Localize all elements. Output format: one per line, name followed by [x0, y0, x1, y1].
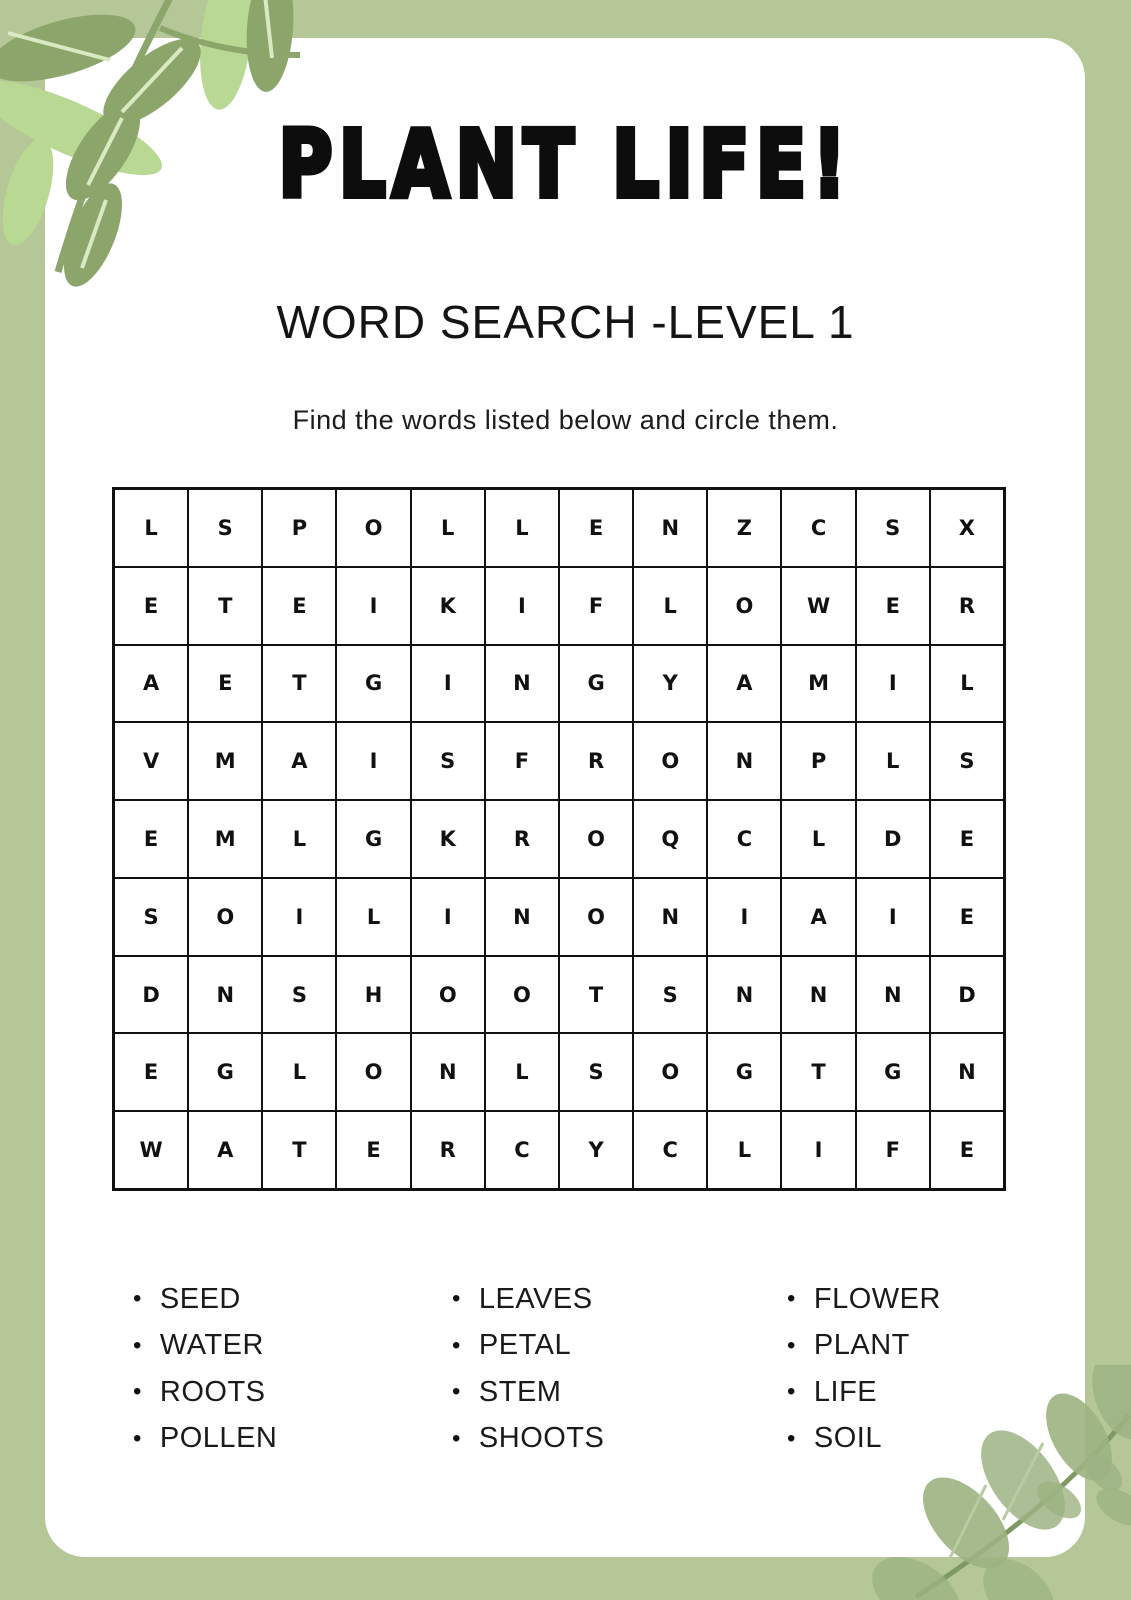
grid-cell-r2c8: L: [634, 568, 706, 644]
grid-cell-r9c3: T: [263, 1112, 335, 1188]
grid-cell-r9c9: L: [708, 1112, 780, 1188]
word-label: WATER: [159, 1329, 264, 1362]
grid-cell-r2c1: E: [115, 568, 187, 644]
grid-cell-r3c5: I: [412, 646, 484, 722]
grid-cell-r8c1: E: [115, 1034, 187, 1110]
grid-cell-r6c5: I: [412, 879, 484, 955]
grid-cell-r8c9: G: [708, 1034, 780, 1110]
instruction-text: Find the words listed below and circle them.: [292, 405, 839, 435]
word-item-roots: [133, 1369, 277, 1416]
word-label: SOIL: [813, 1422, 882, 1455]
grid-cell-r6c10: A: [782, 879, 854, 955]
grid-cell-r4c4: I: [337, 723, 409, 799]
grid-cell-r5c2: M: [189, 801, 261, 877]
bullet-icon: •: [787, 1331, 796, 1359]
grid-cell-r2c12: R: [931, 568, 1003, 644]
bullet-icon: •: [787, 1378, 796, 1406]
grid-cell-r5c8: Q: [634, 801, 706, 877]
grid-cell-r9c5: R: [412, 1112, 484, 1188]
word-item-leaves: [452, 1276, 604, 1323]
grid-cell-r8c6: L: [486, 1034, 558, 1110]
grid-cell-r7c10: N: [782, 957, 854, 1033]
grid-cell-r5c9: C: [708, 801, 780, 877]
grid-cell-r4c3: A: [263, 723, 335, 799]
grid-cell-r4c5: S: [412, 723, 484, 799]
page-title: PLANT LIFE!: [278, 111, 853, 218]
grid-cell-r6c3: I: [263, 879, 335, 955]
word-item-soil: [787, 1416, 941, 1463]
grid-cell-r2c5: K: [412, 568, 484, 644]
grid-cell-r3c1: A: [115, 646, 187, 722]
word-item-flower: [787, 1276, 941, 1323]
grid-cell-r7c9: N: [708, 957, 780, 1033]
grid-cell-r7c1: D: [115, 957, 187, 1033]
grid-cell-r2c3: E: [263, 568, 335, 644]
grid-cell-r4c12: S: [931, 723, 1003, 799]
grid-cell-r6c7: O: [560, 879, 632, 955]
bullet-icon: •: [452, 1331, 461, 1359]
page-subtitle: WORD SEARCH -LEVEL 1: [276, 296, 855, 348]
grid-cell-r3c8: Y: [634, 646, 706, 722]
grid-cell-r8c2: G: [189, 1034, 261, 1110]
grid-cell-r1c11: S: [857, 490, 929, 566]
grid-cell-r5c10: L: [782, 801, 854, 877]
bullet-icon: •: [452, 1424, 461, 1452]
grid-cell-r8c4: O: [337, 1034, 409, 1110]
grid-cell-r8c8: O: [634, 1034, 706, 1110]
grid-cell-r5c4: G: [337, 801, 409, 877]
word-item-plant: [787, 1323, 941, 1370]
grid-cell-r4c7: R: [560, 723, 632, 799]
grid-cell-r4c6: F: [486, 723, 558, 799]
grid-cell-r4c11: L: [857, 723, 929, 799]
grid-cell-r3c11: I: [857, 646, 929, 722]
grid-cell-r7c8: S: [634, 957, 706, 1033]
grid-cell-r2c9: O: [708, 568, 780, 644]
bullet-icon: •: [452, 1378, 461, 1406]
grid-cell-r1c6: L: [486, 490, 558, 566]
grid-cell-r7c5: O: [412, 957, 484, 1033]
grid-cell-r2c2: T: [189, 568, 261, 644]
grid-cell-r7c7: T: [560, 957, 632, 1033]
grid-cell-r9c12: E: [931, 1112, 1003, 1188]
grid-cell-r9c4: E: [337, 1112, 409, 1188]
grid-cell-r7c2: N: [189, 957, 261, 1033]
grid-cell-r3c3: T: [263, 646, 335, 722]
grid-cell-r1c9: Z: [708, 490, 780, 566]
word-label: POLLEN: [159, 1422, 278, 1455]
grid-cell-r9c2: A: [189, 1112, 261, 1188]
grid-cell-r1c3: P: [263, 490, 335, 566]
grid-cell-r8c5: N: [412, 1034, 484, 1110]
grid-cell-r1c7: E: [560, 490, 632, 566]
grid-cell-r2c4: I: [337, 568, 409, 644]
grid-cell-r5c12: E: [931, 801, 1003, 877]
grid-cell-r3c12: L: [931, 646, 1003, 722]
word-label: STEM: [478, 1375, 562, 1408]
grid-cell-r4c8: O: [634, 723, 706, 799]
grid-cell-r1c8: N: [634, 490, 706, 566]
word-label: LIFE: [813, 1375, 878, 1408]
word-item-stem: [452, 1369, 604, 1416]
grid-cell-r6c12: E: [931, 879, 1003, 955]
bullet-icon: •: [787, 1424, 796, 1452]
grid-cell-r4c10: P: [782, 723, 854, 799]
grid-cell-r8c11: G: [857, 1034, 929, 1110]
word-grid: [112, 487, 1006, 1191]
grid-cell-r1c12: X: [931, 490, 1003, 566]
grid-cell-r5c3: L: [263, 801, 335, 877]
grid-cell-r7c3: S: [263, 957, 335, 1033]
grid-cell-r5c1: E: [115, 801, 187, 877]
grid-cell-r9c7: Y: [560, 1112, 632, 1188]
word-list-col-2: [452, 1276, 604, 1462]
word-item-petal: [452, 1323, 604, 1370]
grid-cell-r1c1: L: [115, 490, 187, 566]
bullet-icon: •: [787, 1285, 796, 1313]
grid-cell-r9c6: C: [486, 1112, 558, 1188]
grid-cell-r3c9: A: [708, 646, 780, 722]
grid-cell-r1c2: S: [189, 490, 261, 566]
bullet-icon: •: [133, 1285, 142, 1313]
grid-cell-r1c4: O: [337, 490, 409, 566]
grid-cell-r6c1: S: [115, 879, 187, 955]
word-list-col-1: [133, 1276, 277, 1462]
grid-cell-r3c7: G: [560, 646, 632, 722]
grid-cell-r9c10: I: [782, 1112, 854, 1188]
grid-cell-r1c5: L: [412, 490, 484, 566]
grid-cell-r2c10: W: [782, 568, 854, 644]
grid-cell-r2c7: F: [560, 568, 632, 644]
grid-cell-r9c8: C: [634, 1112, 706, 1188]
grid-cell-r4c1: V: [115, 723, 187, 799]
grid-cell-r7c11: N: [857, 957, 929, 1033]
grid-cell-r5c6: R: [486, 801, 558, 877]
word-label: LEAVES: [478, 1282, 593, 1315]
grid-cell-r3c4: G: [337, 646, 409, 722]
grid-cell-r6c4: L: [337, 879, 409, 955]
grid-cell-r4c2: M: [189, 723, 261, 799]
grid-cell-r6c6: N: [486, 879, 558, 955]
grid-cell-r3c6: N: [486, 646, 558, 722]
word-label: PETAL: [478, 1329, 572, 1362]
word-item-shoots: [452, 1416, 604, 1463]
bullet-icon: •: [133, 1378, 142, 1406]
bullet-icon: •: [452, 1285, 461, 1313]
grid-cell-r5c11: D: [857, 801, 929, 877]
word-item-pollen: [133, 1416, 277, 1463]
grid-cell-r6c2: O: [189, 879, 261, 955]
word-label: SEED: [159, 1282, 241, 1315]
word-item-life: [787, 1369, 941, 1416]
grid-cell-r3c10: M: [782, 646, 854, 722]
grid-cell-r6c11: I: [857, 879, 929, 955]
word-list-col-3: [787, 1276, 941, 1462]
grid-cell-r1c10: C: [782, 490, 854, 566]
grid-cell-r8c3: L: [263, 1034, 335, 1110]
grid-cell-r5c5: K: [412, 801, 484, 877]
bullet-icon: •: [133, 1424, 142, 1452]
word-label: ROOTS: [159, 1375, 266, 1408]
grid-cell-r9c11: F: [857, 1112, 929, 1188]
word-label: FLOWER: [813, 1282, 941, 1315]
grid-cell-r8c10: T: [782, 1034, 854, 1110]
grid-cell-r3c2: E: [189, 646, 261, 722]
grid-cell-r7c4: H: [337, 957, 409, 1033]
bullet-icon: •: [133, 1331, 142, 1359]
grid-cell-r7c12: D: [931, 957, 1003, 1033]
grid-cell-r8c7: S: [560, 1034, 632, 1110]
word-label: SHOOTS: [478, 1422, 605, 1455]
word-item-seed: [133, 1276, 277, 1323]
grid-cell-r5c7: O: [560, 801, 632, 877]
grid-cell-r6c9: I: [708, 879, 780, 955]
word-item-water: [133, 1323, 277, 1370]
word-label: PLANT: [813, 1329, 910, 1362]
grid-cell-r9c1: W: [115, 1112, 187, 1188]
grid-cell-r2c11: E: [857, 568, 929, 644]
grid-cell-r2c6: I: [486, 568, 558, 644]
grid-cell-r8c12: N: [931, 1034, 1003, 1110]
grid-cell-r7c6: O: [486, 957, 558, 1033]
grid-cell-r6c8: N: [634, 879, 706, 955]
grid-cell-r4c9: N: [708, 723, 780, 799]
